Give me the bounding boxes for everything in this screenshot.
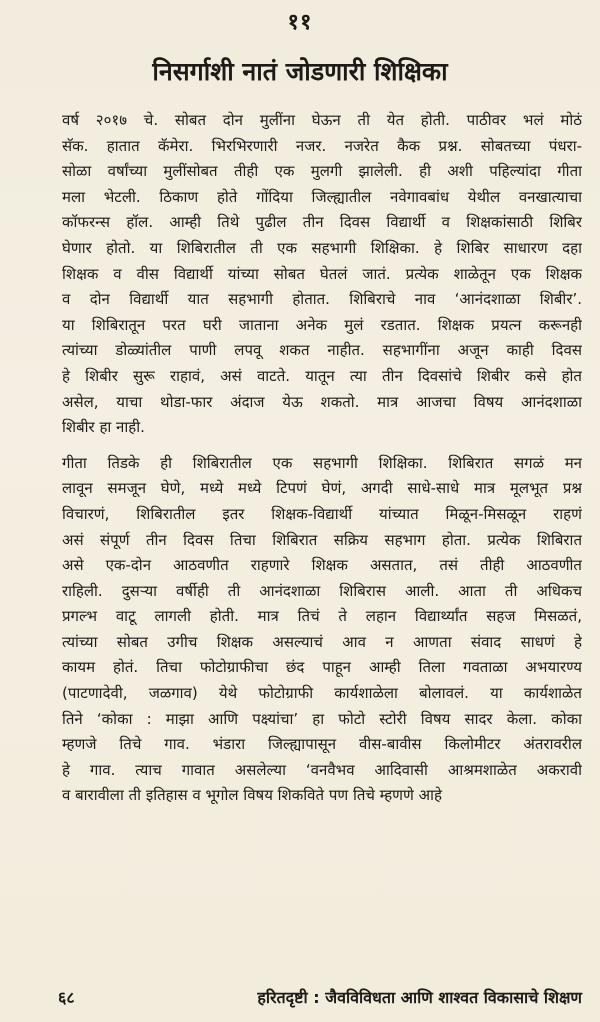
page-number: ६८ <box>58 988 75 1007</box>
text-line: सॅक. हातात कॅमेरा. भिरभिरणारी नजर. नजरेत कैक प्रश्न. सोबतच्या पंधरा- <box>62 136 582 155</box>
text-line: सोळा वर्षांच्या मुलींसोबत तीही एक मुलगी झालेली. ही अशी पहिल्यांदा गीता <box>62 162 582 181</box>
text-line: (पाटणादेवी, जळगाव) येथे फोटोग्राफी कार्यशाळेला बोलावलं. या कार्यशाळेत <box>62 684 582 703</box>
book-title: हरितदृष्टी : जैवविविधता आणि शाश्वत विकासाचे शिक्षण <box>257 988 582 1007</box>
text-line: लावून समजून घेणे, मध्ये मध्ये टिपणं घेणं, अगदी साधे-साधे मात्र मूलभूत प्रश्न <box>62 479 582 498</box>
text-line: या शिबिरातून परत घरी जाताना अनेक मुलं रडतात. शिक्षक प्रयत्न करूनही <box>62 315 582 334</box>
page-footer <box>58 986 582 1008</box>
text-line: घेणार होतो. या शिबिरातील ती एक सहभागी शिक्षिका. हे शिबिर साधारण दहा <box>62 238 582 257</box>
text-line: शिबीर हा नाही. <box>62 418 145 437</box>
text-line: व बारावीला ती इतिहास व भूगोल विषय शिकविते पण तिचे म्हणणे आहे <box>62 786 442 805</box>
body-text <box>62 108 582 809</box>
text-line: असेल, याचा थोडा-फार अंदाज येऊ शकतो. मात्र आजचा विषय आनंदशाळा <box>62 392 582 411</box>
text-line: हे शिबीर सुरू राहावं, असं वाटते. यातून त्या तीन दिवसांचे शिबीर कसे होत <box>62 366 582 385</box>
text-line: त्यांच्या डोळ्यांतील पाणी लपवू शकत नाहीत. सहभागींना अजून काही दिवस <box>62 341 582 360</box>
text-line: विचारणं, शिबिरातील इतर शिक्षक-विद्यार्थी यांच्यात मिळून-मिसळून राहणं <box>62 504 582 523</box>
text-line: कॉफरन्स हॉल. आम्ही तिथे पुढील तीन दिवस विद्यार्थी व शिक्षकांसाठी शिबिर <box>62 213 582 232</box>
text-line: तिने ‘कोका : माझा आणि पक्ष्यांचा’ हा फोटो स्टोरी विषय सादर केला. कोका <box>62 709 582 728</box>
chapter-title: निसर्गाशी नातं जोडणारी शिक्षिका <box>152 57 448 86</box>
text-line: कायम होतं. तिचा फोटोग्राफीचा छंद पाहून आम्ही तिला गवताळा अभयारण्य <box>62 658 582 677</box>
chapter-number: ११ <box>287 10 313 35</box>
text-line: व दोन विद्यार्थी यात सहभागी होतात. शिबिराचे नाव ‘आनंदशाळा शिबीर’. <box>62 290 582 309</box>
paragraph <box>62 451 582 809</box>
text-line: प्रगल्भ वाटू लागली होती. मात्र तिचं ते लहान विद्यार्थ्यांत सहज मिसळतं, <box>62 607 582 626</box>
paragraph <box>62 108 582 441</box>
paragraph-gap <box>62 441 582 451</box>
text-line: असं संपूर्ण तीन दिवस तिचा शिबिरात सक्रिय सहभाग होता. प्रत्येक शिबिरात <box>62 530 582 549</box>
text-line: म्हणजे तिचे गाव. भंडारा जिल्ह्यापासून वीस-बावीस किलोमीटर अंतरावरील <box>62 735 582 754</box>
text-line: असे एक-दोन आठवणीत राहणारे शिक्षक असतात, तसं तीही आठवणीत <box>62 556 582 575</box>
text-line: राहिली. दुसऱ्या वर्षीही ती आनंदशाळा शिबिरास आली. आता ती अधिकच <box>62 581 582 600</box>
text-line: त्यांच्या सोबत उगीच शिक्षक असल्याचं आव न आणता संवाद साधणं हे <box>62 632 582 651</box>
text-line: गीता तिडके ही शिबिरातील एक सहभागी शिक्षिका. शिबिरात सगळं मन <box>62 453 582 472</box>
text-line: मला भेटली. ठिकाण होते गोंदिया जिल्ह्यातील नवेगावबांध येथील वनखात्याचा <box>62 187 582 206</box>
text-line: वर्ष २०१७ चे. सोबत दोन मुलींना घेऊन ती येत होती. पाठीवर भलं मोठं <box>62 111 582 129</box>
text-line: हे गाव. त्याच गावात असलेल्या ‘वनवैभव आदिवासी आश्रमशाळेत अकरावी <box>62 760 582 779</box>
text-line: शिक्षक व वीस विद्यार्थी यांच्या सोबत घेतलं जातं. प्रत्येक शाळेतून एक शिक्षक <box>62 264 582 283</box>
